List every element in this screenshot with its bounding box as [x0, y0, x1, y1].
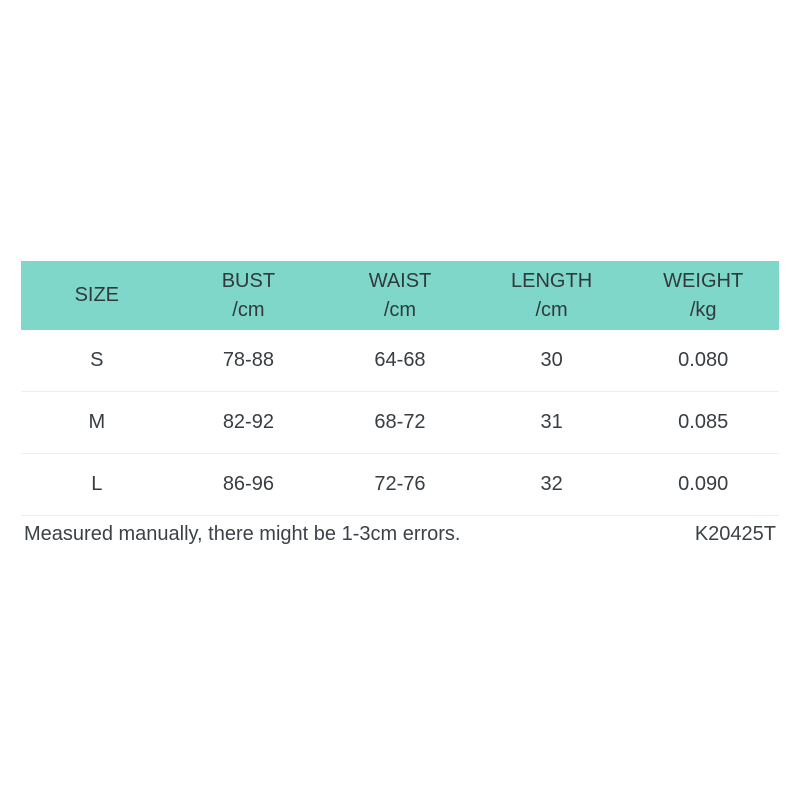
weight-value: 0.080 [678, 349, 729, 371]
column-header-length [476, 261, 628, 330]
column-header-weight [627, 261, 779, 330]
table-header-row [21, 261, 779, 330]
column-header-bust [173, 261, 325, 330]
weight-value: 0.090 [678, 473, 729, 495]
size-value: L [91, 473, 103, 495]
column-header-waist [324, 261, 476, 330]
column-header-label: LENGTH [511, 269, 593, 292]
table-row-size-l [21, 453, 779, 515]
length-value: 32 [540, 473, 563, 495]
column-header-label: SIZE [74, 284, 120, 306]
column-header-label: WEIGHT [663, 269, 744, 292]
measurement-note: Measured manually, there might be 1-3cm errors. [24, 523, 461, 545]
column-header-unit: /cm [232, 298, 265, 321]
bust-value: 86-96 [222, 473, 274, 495]
size-value: S [90, 349, 104, 371]
waist-value: 68-72 [374, 411, 426, 433]
column-header-unit: /kg [689, 298, 717, 321]
column-header-label: BUST [221, 269, 276, 292]
column-header-size [21, 261, 173, 330]
bust-value: 78-88 [222, 349, 274, 371]
product-code: K20425T [694, 523, 776, 545]
table-row-size-s [21, 330, 779, 391]
length-value: 31 [540, 411, 563, 433]
column-header-label: WAIST [368, 269, 432, 292]
waist-value: 64-68 [374, 349, 426, 371]
column-header-unit: /cm [535, 298, 568, 321]
table-row-size-m [21, 391, 779, 453]
bust-value: 82-92 [222, 411, 274, 433]
column-header-unit: /cm [383, 298, 417, 321]
waist-value: 72-76 [374, 473, 426, 495]
size-chart-table [21, 261, 779, 554]
weight-value: 0.085 [678, 411, 729, 433]
table-footer-row [21, 515, 779, 554]
size-value: M [88, 411, 106, 433]
length-value: 30 [540, 349, 563, 371]
